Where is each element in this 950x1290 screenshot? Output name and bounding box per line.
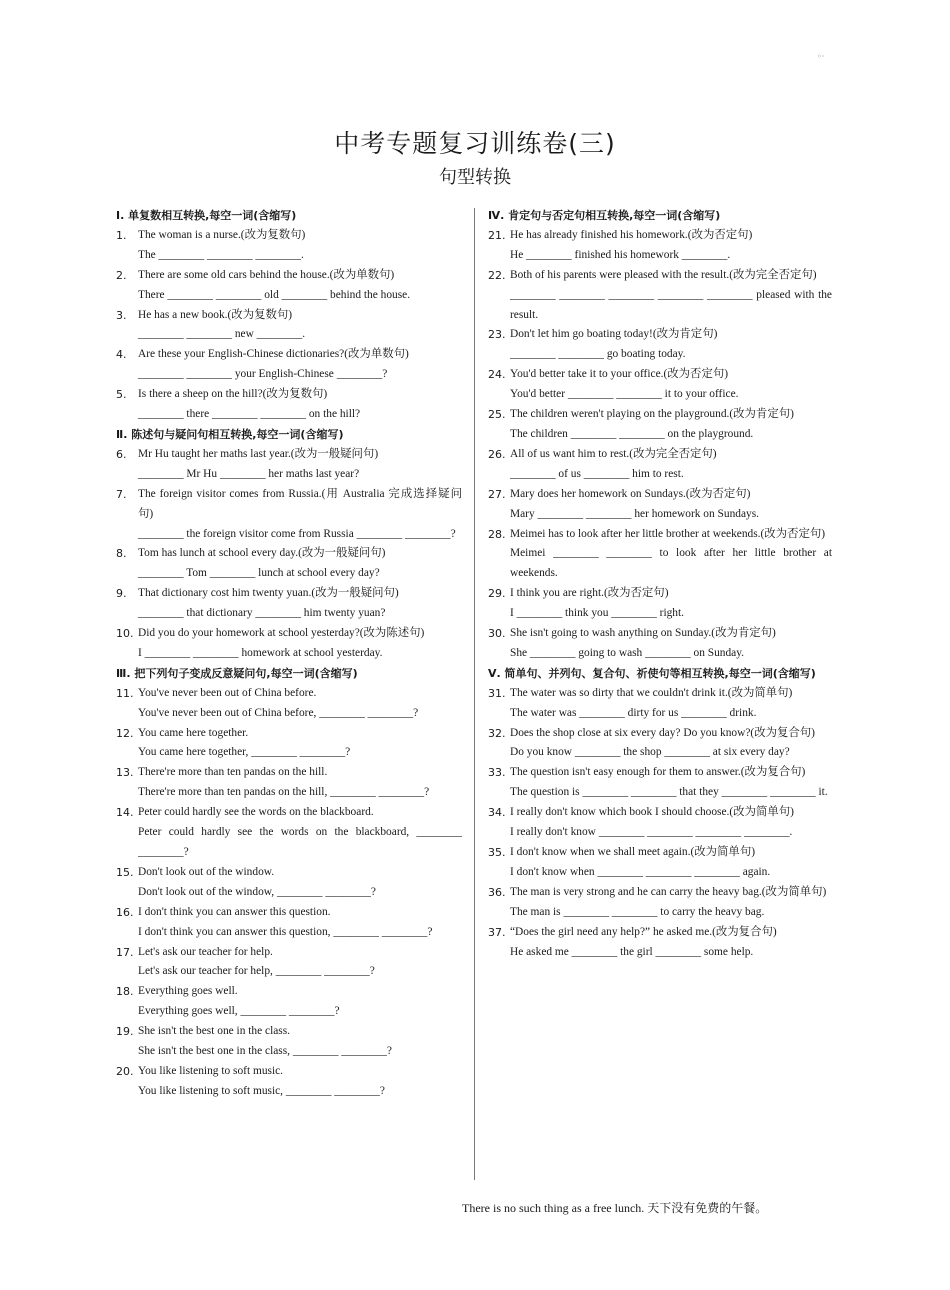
question-number: 8. [116,547,127,561]
answer-line: I ________ ________ homework at school yesterday. [138,646,383,659]
question-number: 2. [116,268,127,282]
question-2 [116,266,462,286]
question-text: He has already finished his homework.(改为否定句) [510,228,753,241]
answer-line: I don't think you can answer this question, ________ ________? [138,925,433,938]
question-number: 18. [116,985,134,999]
question-text: Don't look out of the window. [138,865,275,878]
question-34 [488,803,832,823]
question-33 [488,763,832,783]
answer-line: ________ ________ ________ ________ ________ pleased with the result. [510,288,832,321]
question-text: Tom has lunch at school every day.(改为一般疑问句) [138,547,386,560]
question-16 [116,903,462,923]
question-number: 28. [488,527,506,541]
answer-line: ________ ________ your English-Chinese ________? [138,368,388,381]
question-20 [116,1062,462,1082]
question-number: 21. [488,228,506,242]
section-heading: Ⅱ. 陈述句与疑问句相互转换,每空一词(含缩写) [116,427,344,441]
question-21 [488,226,832,246]
answer-line: I really don't know ________ ________ ________ ________. [510,826,793,839]
question-23 [488,325,832,345]
question-text: The foreign visitor comes from Russia.(用 Australia 完成选择疑问句) [138,487,462,520]
question-8 [116,544,462,564]
answer-line: ________ the foreign visitor come from Russia ________ ________? [138,527,456,540]
question-text: You came here together. [138,726,249,739]
question-text: You like listening to soft music. [138,1064,284,1077]
page-subtitle: 句型转换 [439,167,511,188]
question-number: 24. [488,368,506,382]
question-26 [488,445,832,465]
answer-line: Meimei ________ ________ to look after her little brother at weekends. [510,547,832,580]
question-15 [116,863,462,883]
question-22 [488,266,832,286]
answer-line: Everything goes well, ________ ________? [138,1005,340,1018]
question-number: 22. [488,268,506,282]
answer-line: ________ there ________ ________ on the hill? [138,408,361,421]
question-text: That dictionary cost him twenty yuan.(改为一般疑问句) [138,587,399,600]
question-text: “Does the girl need any help?” he asked me.(改为复合句) [510,925,777,938]
question-12 [116,724,462,744]
question-text: Mary does her homework on Sundays.(改为否定句) [510,487,751,500]
page-title: 中考专题复习训练卷(三) [334,129,616,158]
question-text: He has a new book.(改为复数句) [138,308,293,321]
answer-line: Do you know ________ the shop ________ at six every day? [510,746,790,759]
question-text: Everything goes well. [138,985,238,998]
question-text: She isn't the best one in the class. [138,1025,291,1038]
left-column [116,206,462,1102]
question-number: 12. [116,726,134,740]
question-number: 9. [116,587,127,601]
question-text: You've never been out of China before. [138,686,317,699]
question-text: Does the shop close at six every day? Do you know?(改为复合句) [510,726,815,739]
question-text: I think you are right.(改为否定句) [510,587,669,600]
right-column [488,206,832,962]
question-text: The children weren't playing on the playground.(改为肯定句) [510,408,794,421]
question-27 [488,485,832,505]
question-number: 10. [116,627,134,641]
question-text: All of us want him to rest.(改为完全否定句) [510,447,717,460]
question-text: I don't think you can answer this question. [138,905,331,918]
question-28 [488,525,832,545]
question-3 [116,306,462,326]
section-heading: Ⅲ. 把下列句子变成反意疑问句,每空一词(含缩写) [116,666,358,680]
answer-line: Don't look out of the window, ________ ________? [138,885,376,898]
question-5 [116,385,462,405]
question-number: 20. [116,1064,134,1078]
question-number: 26. [488,447,506,461]
section-heading: Ⅴ. 简单句、并列句、复合句、祈使句等相互转换,每空一词(含缩写) [488,666,816,680]
question-text: Don't let him go boating today!(改为肯定句) [510,328,718,341]
question-35 [488,843,832,863]
answer-line: ________ of us ________ him to rest. [510,467,684,480]
question-36 [488,883,832,903]
footer-motto: There is no such thing as a free lunch. 天下没有免费的午餐。 [462,1201,768,1215]
answer-line: I ________ think you ________ right. [510,607,685,620]
question-number: 30. [488,627,506,641]
question-10 [116,624,462,644]
question-4 [116,345,462,365]
answer-line: He asked me ________ the girl ________ some help. [510,945,754,958]
question-text: There're more than ten pandas on the hill. [138,766,328,779]
question-11 [116,684,462,704]
question-18 [116,982,462,1002]
question-7 [116,485,462,525]
question-text: She isn't going to wash anything on Sunday.(改为肯定句) [510,627,776,640]
question-text: Mr Hu taught her maths last year.(改为一般疑问句) [138,447,379,460]
answer-line: You've never been out of China before, ________ ________? [138,706,419,719]
question-number: 14. [116,806,134,820]
question-text: The man is very strong and he can carry the heavy bag.(改为简单句) [510,885,827,898]
question-6 [116,445,462,465]
question-number: 1. [116,228,127,242]
question-19 [116,1022,462,1042]
question-number: 15. [116,865,134,879]
question-number: 13. [116,766,134,780]
question-number: 29. [488,587,506,601]
section-heading: Ⅳ. 肯定句与否定句相互转换,每空一词(含缩写) [488,209,721,222]
question-number: 7. [116,487,127,501]
question-text: There are some old cars behind the house.(改为单数句) [138,268,395,281]
question-text: The question isn't easy enough for them to answer.(改为复合句) [510,766,806,779]
question-text: Meimei has to look after her little brother at weekends.(改为否定句) [510,527,826,540]
question-number: 27. [488,487,506,501]
question-text: Did you do your homework at school yesterday?(改为陈述句) [138,627,425,640]
question-text: You'd better take it to your office.(改为否定句) [510,368,729,381]
question-13 [116,763,462,783]
question-17 [116,943,462,963]
section-heading: Ⅰ. 单复数相互转换,每空一词(含缩写) [116,209,297,222]
column-divider [474,208,475,1180]
question-number: 5. [116,388,127,402]
answer-line: There ________ ________ old ________ behind the house. [138,288,411,301]
question-number: 17. [116,945,134,959]
answer-line: Let's ask our teacher for help, ________ ________? [138,965,375,978]
question-30 [488,624,832,644]
question-text: The woman is a nurse.(改为复数句) [138,228,306,241]
question-number: 3. [116,308,127,322]
answer-line: ________ ________ new ________. [138,328,306,341]
question-number: 6. [116,447,127,461]
question-text: Are these your English-Chinese dictionaries?(改为单数句) [138,348,409,361]
question-text: I really don't know which book I should choose.(改为简单句) [510,806,794,819]
answer-line: There're more than ten pandas on the hill, ________ ________? [138,786,430,799]
question-number: 34. [488,806,506,820]
question-number: 36. [488,885,506,899]
question-number: 37. [488,925,506,939]
question-24 [488,365,832,385]
answer-line: You'd better ________ ________ it to your office. [510,388,739,401]
answer-line: The ________ ________ ________. [138,248,304,261]
question-number: 23. [488,328,506,342]
answer-line: ________ Tom ________ lunch at school every day? [138,567,380,580]
question-number: 32. [488,726,506,740]
answer-line: She ________ going to wash ________ on Sunday. [510,646,745,659]
answer-line: He ________ finished his homework ________. [510,248,731,261]
question-25 [488,405,832,425]
answer-line: The children ________ ________ on the playground. [510,427,754,440]
answer-line: She isn't the best one in the class, ________ ________? [138,1045,392,1058]
question-29 [488,584,832,604]
question-number: 33. [488,766,506,780]
question-number: 16. [116,905,134,919]
answer-line: The man is ________ ________ to carry the heavy bag. [510,905,765,918]
answer-line: You came here together, ________ ________? [138,746,351,759]
answer-line: ________ Mr Hu ________ her maths last year? [138,467,360,480]
question-number: 4. [116,348,127,362]
question-text: Both of his parents were pleased with the result.(改为完全否定句) [510,268,817,281]
question-number: 35. [488,846,506,859]
question-text: The water was so dirty that we couldn't drink it.(改为简单句) [510,686,793,699]
question-31 [488,684,832,704]
question-number: 31. [488,686,506,700]
answer-line: The water was ________ dirty for us ________ drink. [510,706,757,719]
question-1 [116,226,462,246]
question-number: 25. [488,408,506,422]
question-text: Peter could hardly see the words on the blackboard. [138,806,374,819]
question-9 [116,584,462,604]
answer-line: I don't know when ________ ________ ________ again. [510,865,771,878]
question-text: Let's ask our teacher for help. [138,945,273,958]
question-32 [488,724,832,744]
question-14 [116,803,462,823]
answer-line: ________ that dictionary ________ him twenty yuan? [138,607,386,620]
question-text: I don't know when we shall meet again.(改为简单句) [510,846,755,858]
answer-line: Mary ________ ________ her homework on Sundays. [510,507,759,520]
answer-line: The question is ________ ________ that they ________ ________ it. [510,786,828,799]
corner-mark: ◦· [817,52,825,61]
answer-line: ________ ________ go boating today. [510,348,686,361]
question-text: Is there a sheep on the hill?(改为复数句) [138,388,328,401]
answer-line: Peter could hardly see the words on the blackboard, ________ ________? [138,826,462,858]
answer-line: You like listening to soft music, ________ ________? [138,1084,385,1097]
question-number: 11. [116,686,134,700]
question-37 [488,923,832,943]
question-number: 19. [116,1025,134,1039]
